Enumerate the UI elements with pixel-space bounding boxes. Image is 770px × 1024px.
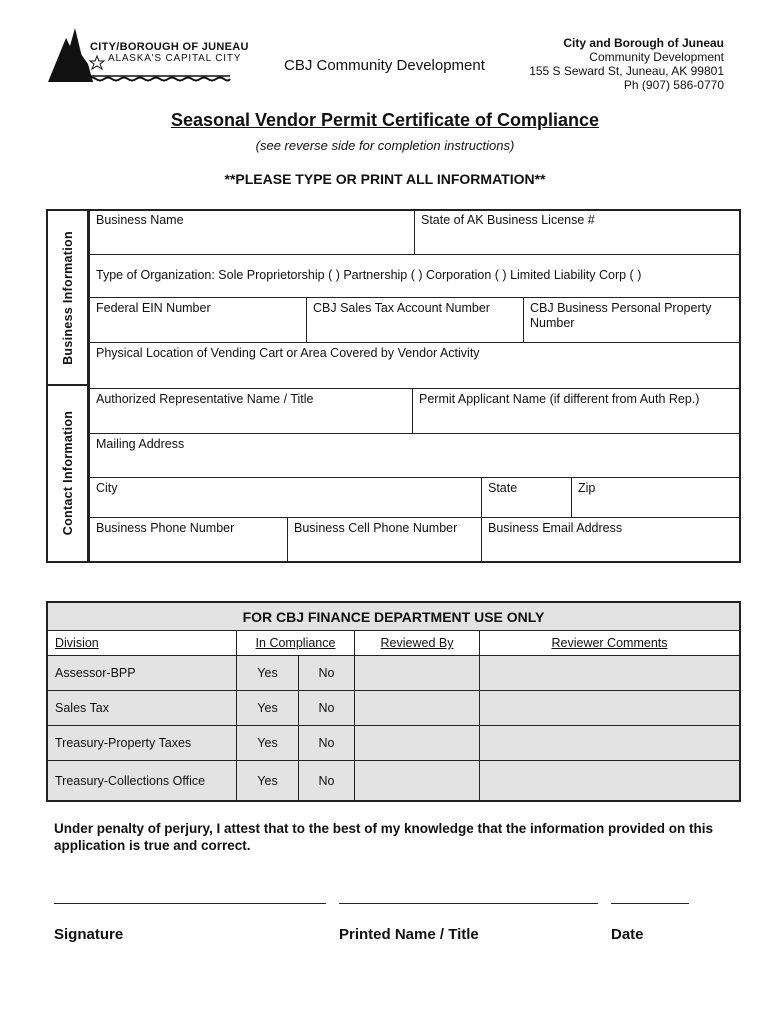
yes-checkbox[interactable]: Yes: [237, 726, 299, 761]
federal-ein-field[interactable]: Federal EIN Number: [89, 297, 306, 342]
business-cell-field[interactable]: Business Cell Phone Number: [287, 517, 481, 561]
finance-table: [46, 601, 741, 802]
business-section-label: Business Information: [61, 231, 75, 365]
printed-name-line[interactable]: [339, 903, 598, 904]
business-email-field[interactable]: Business Email Address: [481, 517, 741, 561]
state-field[interactable]: State: [481, 477, 571, 517]
finance-heading: FOR CBJ FINANCE DEPARTMENT USE ONLY: [48, 603, 739, 631]
col-in-compliance: In Compliance: [237, 631, 355, 656]
logo-org-name: CITY/BOROUGH OF JUNEAU: [90, 41, 249, 53]
division-cell: Sales Tax: [48, 691, 237, 726]
page-subtitle: (see reverse side for completion instructions): [255, 138, 515, 153]
division-cell: Treasury-Property Taxes: [48, 726, 237, 761]
no-checkbox[interactable]: No: [299, 761, 355, 800]
address-street: 155 S Seward St, Juneau, AK 99801: [529, 64, 724, 78]
attestation-text: Under penalty of perjury, I attest that to the best of my knowledge that the information provided on this application is true and correct.: [54, 821, 714, 853]
yes-checkbox[interactable]: Yes: [237, 761, 299, 800]
business-phone-field[interactable]: Business Phone Number: [89, 517, 287, 561]
city-field[interactable]: City: [89, 477, 481, 517]
address-dept: Community Development: [589, 50, 724, 64]
no-checkbox[interactable]: No: [299, 726, 355, 761]
signature-label: Signature: [54, 926, 124, 943]
printed-name-label: Printed Name / Title: [339, 926, 479, 943]
contact-section-label: Contact Information: [61, 410, 75, 536]
mailing-address-field[interactable]: Mailing Address: [89, 433, 741, 477]
address-phone: Ph (907) 586-0770: [623, 78, 724, 92]
division-cell: Assessor-BPP: [48, 656, 237, 691]
reviewed-by-field[interactable]: [355, 691, 480, 726]
auth-rep-field[interactable]: Authorized Representative Name / Title: [89, 388, 412, 433]
contact-section-header: [48, 386, 89, 561]
yes-checkbox[interactable]: Yes: [237, 691, 299, 726]
date-label: Date: [611, 926, 644, 943]
no-checkbox[interactable]: No: [299, 656, 355, 691]
col-reviewer-comments: Reviewer Comments: [480, 631, 739, 656]
sales-tax-account-field[interactable]: CBJ Sales Tax Account Number: [306, 297, 523, 342]
reviewer-comments-field[interactable]: [480, 761, 739, 800]
page-title: Seasonal Vendor Permit Certificate of Compliance: [170, 110, 600, 130]
division-cell: Treasury-Collections Office: [48, 761, 237, 800]
personal-property-field[interactable]: CBJ Business Personal Property Number: [523, 297, 741, 342]
organization-type-field[interactable]: Type of Organization: Sole Proprietorship ( ) Partnership ( ) Corporation ( ) Limited Liability Corp ( ): [89, 254, 741, 297]
col-division: Division: [48, 631, 237, 656]
signature-line[interactable]: [54, 903, 326, 904]
physical-location-field[interactable]: Physical Location of Vending Cart or Area Covered by Vendor Activity: [89, 342, 741, 388]
yes-checkbox[interactable]: Yes: [237, 656, 299, 691]
reviewed-by-field[interactable]: [355, 726, 480, 761]
department-name: CBJ Community Development: [284, 57, 485, 74]
application-form: [46, 209, 741, 563]
state-license-field[interactable]: State of AK Business License #: [414, 210, 741, 254]
address-block: [529, 36, 724, 92]
date-line[interactable]: [611, 903, 689, 904]
reviewer-comments-field[interactable]: [480, 691, 739, 726]
reviewer-comments-field[interactable]: [480, 726, 739, 761]
no-checkbox[interactable]: No: [299, 691, 355, 726]
reviewed-by-field[interactable]: [355, 761, 480, 800]
business-name-field[interactable]: Business Name: [89, 210, 415, 254]
zip-field[interactable]: Zip: [571, 477, 741, 517]
reviewed-by-field[interactable]: [355, 656, 480, 691]
col-reviewed-by: Reviewed By: [355, 631, 480, 656]
permit-applicant-field[interactable]: Permit Applicant Name (if different from Auth Rep.): [412, 388, 741, 433]
instruction-text: **PLEASE TYPE OR PRINT ALL INFORMATION**: [224, 171, 546, 187]
address-org: City and Borough of Juneau: [563, 36, 724, 50]
reviewer-comments-field[interactable]: [480, 656, 739, 691]
logo-tagline: ALASKA'S CAPITAL CITY: [108, 53, 242, 64]
business-section-header: [48, 211, 89, 386]
